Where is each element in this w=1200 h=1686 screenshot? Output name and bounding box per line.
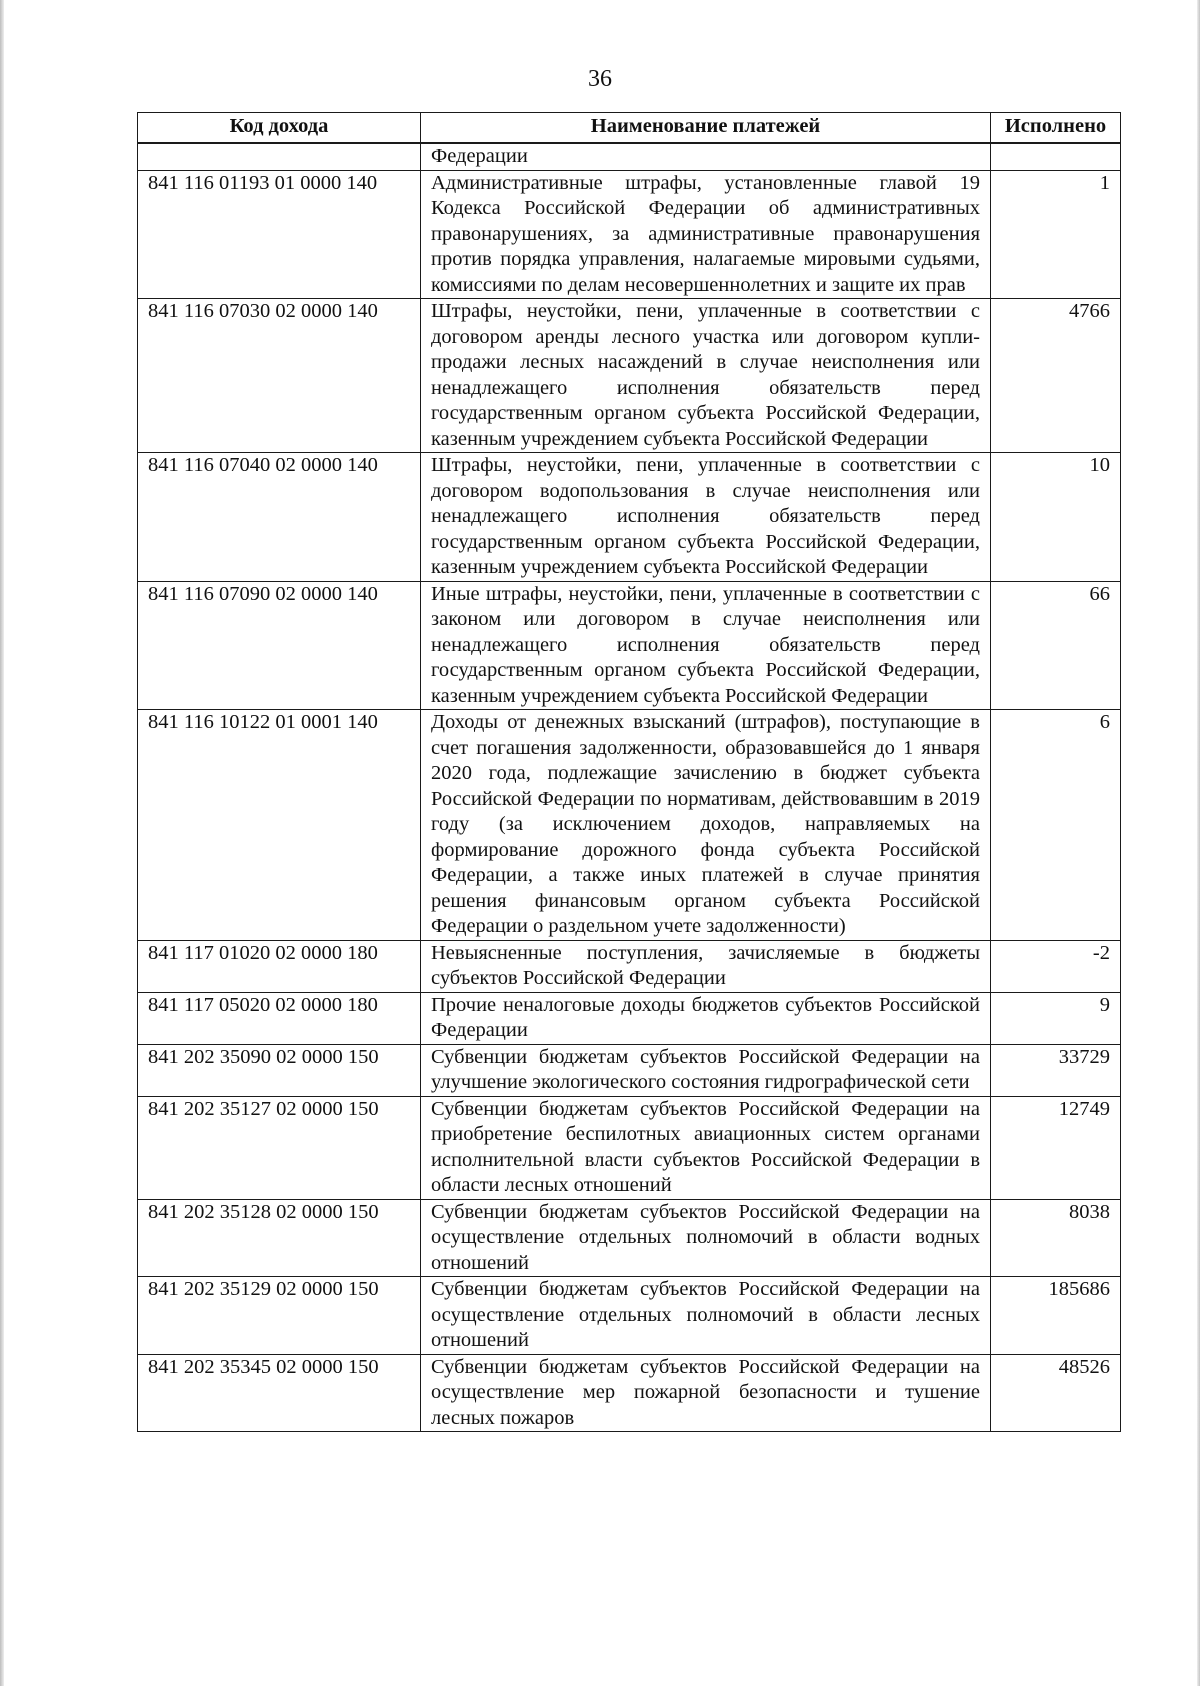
payment-name: Прочие неналоговые доходы бюджетов субъектов Российской Федерации: [421, 992, 991, 1044]
executed-amount: 8038: [991, 1199, 1121, 1277]
income-code: 841 116 07030 02 0000 140: [138, 299, 421, 453]
executed-amount: 33729: [991, 1044, 1121, 1096]
payment-name: Субвенции бюджетам субъектов Российской Федерации на осуществление отдельных полномочий в области лесных отношений: [421, 1277, 991, 1355]
income-code: 841 117 01020 02 0000 180: [138, 940, 421, 992]
executed-amount: 10: [991, 453, 1121, 582]
payment-name: Субвенции бюджетам субъектов Российской Федерации на улучшение экологического состояния гидрографической сети: [421, 1044, 991, 1096]
header-name: Наименование платежей: [421, 113, 991, 144]
payment-name: Штрафы, неустойки, пени, уплаченные в соответствии с договором аренды лесного участка или договором купли-продажи лесных насаждений в случае неисполнения или ненадлежащего исполнения обязательств перед государственным органом субъекта Российской Федерации, казенным учреждением субъекта Российской Федерации: [421, 299, 991, 453]
executed-amount: 4766: [991, 299, 1121, 453]
executed-amount: 66: [991, 581, 1121, 710]
table-row: [138, 299, 1121, 453]
table-row: [138, 581, 1121, 710]
payment-name: Невыясненные поступления, зачисляемые в бюджеты субъектов Российской Федерации: [421, 940, 991, 992]
table-row: [138, 992, 1121, 1044]
payment-name: Субвенции бюджетам субъектов Российской Федерации на осуществление отдельных полномочий в области водных отношений: [421, 1199, 991, 1277]
table-row: [138, 710, 1121, 941]
table-header: [138, 113, 1121, 144]
payments-table: [137, 112, 1121, 1432]
income-code: 841 116 07040 02 0000 140: [138, 453, 421, 582]
income-code: 841 202 35128 02 0000 150: [138, 1199, 421, 1277]
income-code: 841 116 01193 01 0000 140: [138, 170, 421, 299]
income-code: 841 116 07090 02 0000 140: [138, 581, 421, 710]
payment-name: Субвенции бюджетам субъектов Российской Федерации на осуществление мер пожарной безопасности и тушение лесных пожаров: [421, 1354, 991, 1432]
executed-amount: 1: [991, 170, 1121, 299]
payment-name: Федерации: [421, 143, 991, 170]
executed-amount: -2: [991, 940, 1121, 992]
header-amount: Исполнено: [991, 113, 1121, 144]
table-body: [138, 143, 1121, 1432]
table-row: [138, 453, 1121, 582]
executed-amount: 9: [991, 992, 1121, 1044]
table-row: [138, 1354, 1121, 1432]
table-row: [138, 143, 1121, 170]
page-number: 36: [588, 66, 612, 92]
payment-name: Субвенции бюджетам субъектов Российской Федерации на приобретение беспилотных авиационных систем органами исполнительной власти субъектов Российской Федерации в области лесных отношений: [421, 1096, 991, 1199]
income-code: 841 116 10122 01 0001 140: [138, 710, 421, 941]
payment-name: Доходы от денежных взысканий (штрафов), поступающие в счет погашения задолженности, образовавшейся до 1 января 2020 года, подлежащие зачислению в бюджет субъекта Российской Федерации по нормативам, действовавшим в 2019 году (за исключением доходов, направляемых на формирование дорожного фонда субъекта Российской Федерации, а также иных платежей в случае принятия решения финансовым органом субъекта Российской Федерации о раздельном учете задолженности): [421, 710, 991, 941]
executed-amount: 185686: [991, 1277, 1121, 1355]
table-row: [138, 940, 1121, 992]
income-code: 841 117 05020 02 0000 180: [138, 992, 421, 1044]
scan-edge-left: [0, 0, 4, 1686]
income-code: 841 202 35345 02 0000 150: [138, 1354, 421, 1432]
header-code: Код дохода: [138, 113, 421, 144]
executed-amount: [991, 143, 1121, 170]
income-code: 841 202 35090 02 0000 150: [138, 1044, 421, 1096]
payment-name: Административные штрафы, установленные главой 19 Кодекса Российской Федерации об административных правонарушениях, за административные правонарушения против порядка управления, налагаемые мировыми судьями, комиссиями по делам несовершеннолетних и защите их прав: [421, 170, 991, 299]
table-row: [138, 1199, 1121, 1277]
executed-amount: 12749: [991, 1096, 1121, 1199]
executed-amount: 6: [991, 710, 1121, 941]
table-row: [138, 170, 1121, 299]
header-row: [138, 113, 1121, 144]
table-row: [138, 1277, 1121, 1355]
income-code: 841 202 35127 02 0000 150: [138, 1096, 421, 1199]
income-code: [138, 143, 421, 170]
table-row: [138, 1096, 1121, 1199]
income-code: 841 202 35129 02 0000 150: [138, 1277, 421, 1355]
executed-amount: 48526: [991, 1354, 1121, 1432]
payment-name: Иные штрафы, неустойки, пени, уплаченные в соответствии с законом или договором в случае неисполнения или ненадлежащего исполнения обязательств перед государственным органом субъекта Российской Федерации, казенным учреждением субъекта Российской Федерации: [421, 581, 991, 710]
table-row: [138, 1044, 1121, 1096]
payment-name: Штрафы, неустойки, пени, уплаченные в соответствии с договором водопользования в случае неисполнения или ненадлежащего исполнения обязательств перед государственным органом субъекта Российской Федерации, казенным учреждением субъекта Российской Федерации: [421, 453, 991, 582]
